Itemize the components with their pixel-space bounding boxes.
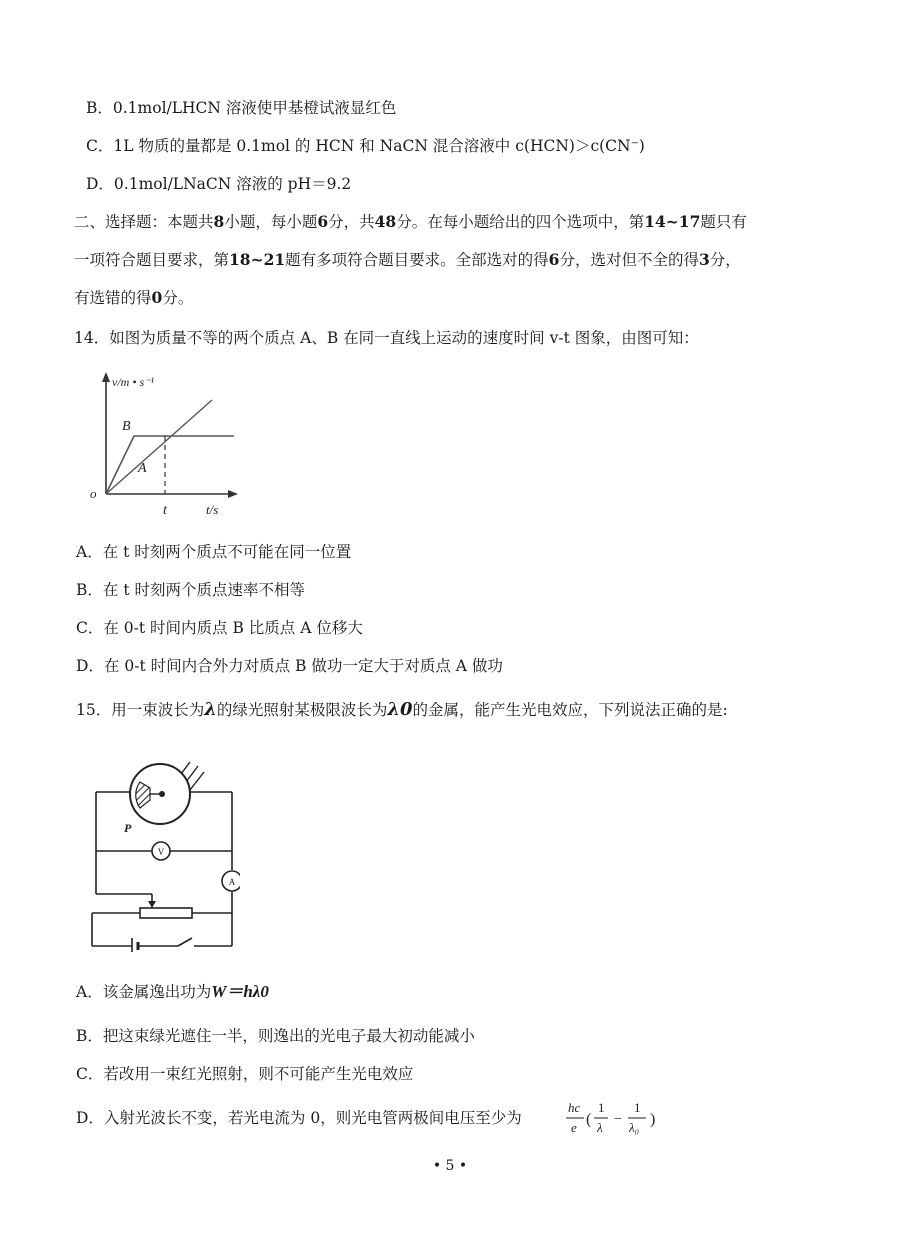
p-label: P (124, 821, 132, 835)
lambda-symbol: λ (204, 699, 217, 720)
q14-option-d: D．在 0-t 时间内合外力对质点 B 做功一定大于对质点 A 做功 (76, 657, 503, 675)
q13-option-d: D．0.1mol/LNaCN 溶液的 pH＝9.2 (86, 175, 352, 193)
vt-graph (86, 368, 246, 520)
q14-option-c: C．在 0-t 时间内质点 B 比质点 A 位移大 (76, 619, 363, 637)
q14-option-b: B．在 t 时刻两个质点速率不相等 (76, 581, 305, 599)
section2-line2: 一项符合题目要求，第18~21题有多项符合题目要求。全部选对的得6分，选对但不全的得3分， (74, 250, 741, 269)
svg-text:λ: λ (597, 1120, 603, 1135)
vt-ylabel: v/m • s⁻¹ (112, 375, 155, 389)
vt-x-arrow (228, 490, 238, 498)
svg-text:(: ( (586, 1111, 592, 1128)
vt-xlabel: t/s (206, 502, 219, 517)
svg-text:1: 1 (634, 1100, 641, 1115)
svg-text:−: − (614, 1112, 622, 1127)
switch (178, 938, 192, 946)
voltmeter-label: V (157, 847, 165, 857)
svg-text:hc: hc (568, 1100, 581, 1115)
svg-text:1: 1 (598, 1100, 605, 1115)
vt-y-arrow (102, 372, 110, 382)
q13-option-b: B．0.1mol/LHCN 溶液使甲基橙试液显红色 (86, 99, 397, 117)
slider-arrow (148, 901, 156, 908)
work-function-formula: W＝hλ0 (211, 982, 269, 1001)
ammeter-label: A (228, 877, 236, 887)
q13-option-c: C．1L 物质的量都是 0.1mol 的 HCN 和 NaCN 混合溶液中 c(HCN)＞c(CN⁻) (86, 137, 645, 155)
section2-line3: 有选错的得0分。 (74, 288, 194, 307)
photoelectric-circuit (88, 756, 240, 952)
svg-text:λ₀: λ₀ (629, 1120, 640, 1135)
q14-option-a: A．在 t 时刻两个质点不可能在同一位置 (76, 543, 352, 561)
rheostat (140, 908, 192, 918)
q15-option-d: D．入射光波长不变，若光电流为 0，则光电管两极间电压至少为 (76, 1109, 522, 1127)
q15-option-b: B．把这束绿光遮住一半，则逸出的光电子最大初动能减小 (76, 1027, 475, 1045)
vt-tick-t: t (163, 503, 167, 518)
vt-line-a (106, 400, 212, 494)
vt-line-b (106, 436, 234, 494)
q15-option-c: C．若改用一束红光照射，则不可能产生光电效应 (76, 1065, 414, 1083)
svg-text:e: e (571, 1120, 577, 1135)
section2-line1: 二、选择题：本题共8小题，每小题6分，共48分。在每小题给出的四个选项中，第14~17题只有 (74, 212, 747, 231)
q14-stem: 14．如图为质量不等的两个质点 A、B 在同一直线上运动的速度时间 v-t 图象，由图可知： (74, 329, 699, 347)
lambda0-symbol: λ0 (387, 699, 413, 720)
stopping-voltage-formula (564, 1096, 672, 1142)
vt-label-a: A (138, 461, 147, 476)
vt-origin: o (90, 486, 97, 501)
vt-label-b: B (122, 419, 131, 434)
svg-text:): ) (650, 1111, 656, 1128)
q15-option-a: A．该金属逸出功为W＝hλ0 (76, 982, 269, 1001)
page-number: • 5 • (432, 1158, 468, 1174)
q15-stem: 15．用一束波长为λ的绿光照射某极限波长为λ0的金属，能产生光电效应，下列说法正确的是: (76, 699, 728, 720)
